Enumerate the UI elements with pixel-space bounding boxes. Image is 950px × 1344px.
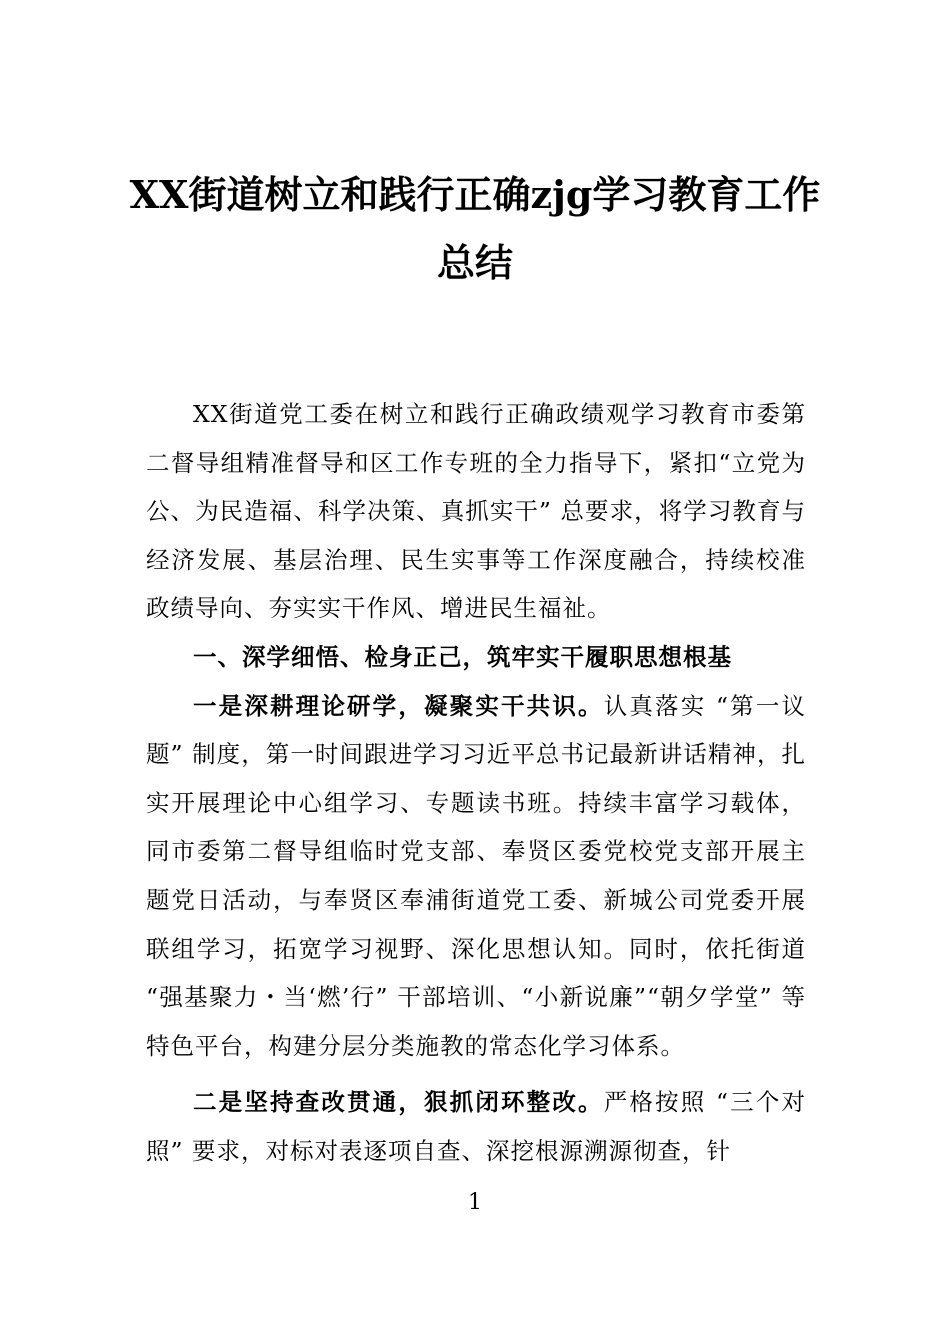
paragraph-1-body: 认真落实 “第一议题” 制度，第一时间跟进学习习近平总书记最新讲话精神，扎实开展理论中心组学习、专题读书班。持续丰富学习载体，同市委第二督导组临时党支部、奉贤区委党校党支部开展主题党日活动，与奉贤区奉浦街道党工委、新城公司党委开展联组学习，拓宽学习视野、深化思想认知。同时，依托街道 “强基聚力・当‘燃’行” 干部培训、“小新说廉”“朝夕学堂” 等特色平台，构建分层分类施教的常态化学习体系。 (146, 691, 807, 1060)
paragraph-2 (146, 1078, 806, 1175)
paragraph-gap (146, 1070, 806, 1078)
paragraph-1 (146, 682, 806, 1071)
paragraph-1-lead: 一是深耕理论研学，凝聚实干共识。 (193, 691, 604, 720)
document-body (146, 390, 806, 1176)
section-heading-1: 一、深学细悟、检身正己，筑牢实干履职思想根基 (193, 642, 732, 671)
paragraph-2-lead: 二是坚持查改贯通，狠抓闭环整改。 (193, 1088, 604, 1117)
intro-paragraph: XX街道党工委在树立和践行正确政绩观学习教育市委第二督导组精准督导和区工作专班的全力指导下，紧扣“立党为公、为民造福、科学决策、真抓实干” 总要求，将学习教育与经济发展、基层治理、民生实事等工作深度融合，持续校准政绩导向、夯实实干作风、增进民生福祉。 (146, 400, 806, 623)
paragraph-2-body: 严格按照 “三个对照” 要求，对标对表逐项自查、深挖根源溯源彻查，针 (146, 1088, 807, 1165)
document-title-line-2: 总结 (436, 240, 513, 285)
page-number: 1 (468, 1190, 482, 1215)
document-title-line-1: XX街道树立和践行正确zjg学习教育工作 (129, 172, 821, 217)
